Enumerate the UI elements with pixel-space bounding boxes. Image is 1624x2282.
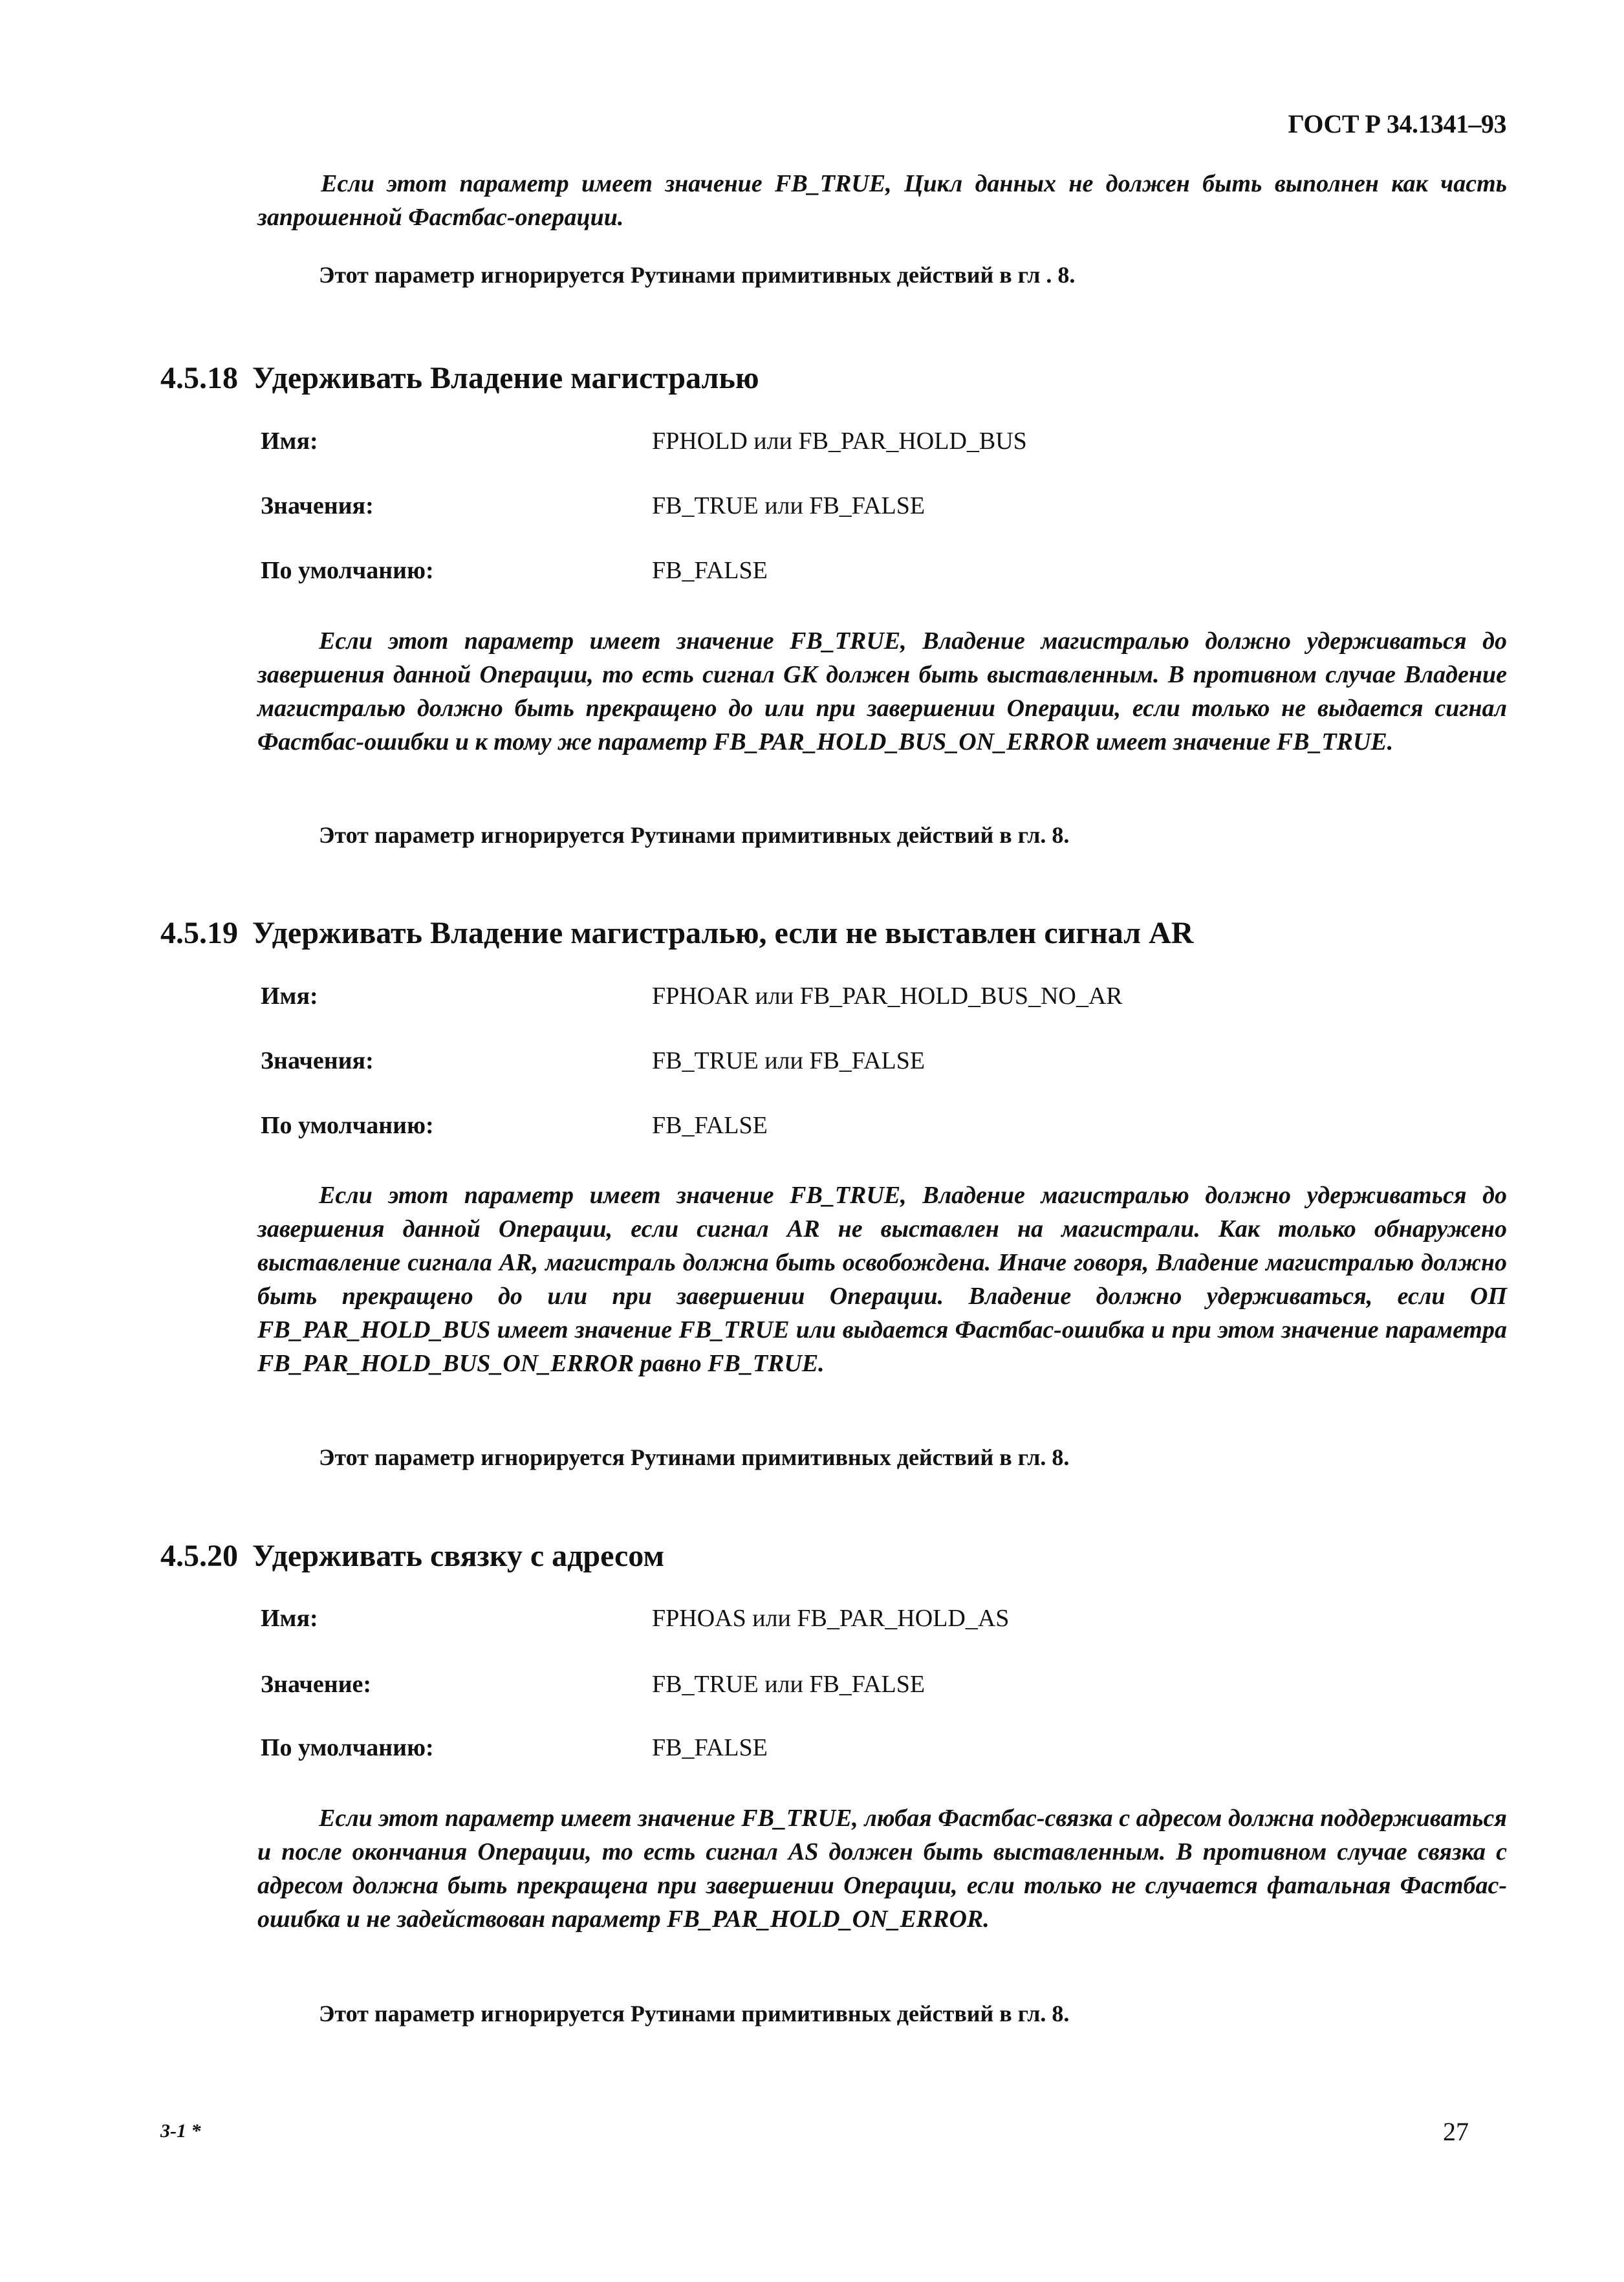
section-title: Удерживать Владение магистралью, если не выставлен сигнал AR	[252, 916, 1194, 950]
param-name-label: Имя:	[261, 983, 318, 1010]
section-heading-4-5-18	[160, 360, 759, 396]
param-default-label: По умолчанию:	[261, 1734, 434, 1761]
param-default-value: FB_FALSE	[652, 557, 768, 584]
intro-note: Этот параметр игнорируется Рутинами примитивных действий в гл . 8.	[319, 262, 1076, 288]
param-default-value: FB_FALSE	[652, 1112, 768, 1139]
page-number: 27	[1443, 2117, 1469, 2146]
param-values-value: FB_TRUE или FB_FALSE	[652, 1671, 926, 1698]
section-description: Если этот параметр имеет значение FB_TRUE, Владение магистралью должно удерживаться до завершения данной Операции, если сигнал AR не выставлен на магистрали. Как только обнаружено выставление сигнала AR, магистраль должна быть освобождена. Иначе говоря, Владение магистралью должно быть прекращено до или при завершении Операции. Владение должно удерживаться, если ОП FB_PAR_HOLD_BUS имеет значение FB_TRUE или выдается Фастбас-ошибка и при этом значение параметра FB_PAR_HOLD_BUS_ON_ERROR равно FB_TRUE.	[257, 1182, 1507, 1377]
document-standard-id: ГОСТ Р 34.1341–93	[1288, 109, 1506, 138]
param-values-label: Значения:	[261, 492, 374, 519]
param-name-label: Имя:	[261, 428, 318, 455]
section-note: Этот параметр игнорируется Рутинами примитивных действий в гл. 8.	[319, 1444, 1070, 1470]
section-title: Удерживать Владение магистралью	[252, 361, 759, 395]
section-title: Удерживать связку с адресом	[252, 1539, 665, 1573]
section-description: Если этот параметр имеет значение FB_TRUE, Владение магистралью должно удерживаться до завершения данной Операции, то есть сигнал GK должен быть выставленным. В противном случае Владение магистралью должно быть прекращено до или при завершении Операции, если только не выдается сигнал Фастбас-ошибки и к тому же параметр FB_PAR_HOLD_BUS_ON_ERROR имеет значение FB_TRUE.	[257, 627, 1507, 755]
section-heading-4-5-20	[160, 1538, 664, 1574]
param-name-value: FPHOLD или FB_PAR_HOLD_BUS	[652, 428, 1027, 455]
section-description: Если этот параметр имеет значение FB_TRUE, любая Фастбас-связка с адресом должна поддерживаться и после окончания Операции, то есть сигнал AS должен быть выставленным. В противном случае связка с адресом должна быть прекращена при завершении Операции, если только не случается фатальная Фастбас-ошибка и не задействован параметр FB_PAR_HOLD_ON_ERROR.	[257, 1805, 1507, 1933]
param-default-label: По умолчанию:	[261, 557, 434, 584]
param-default-value: FB_FALSE	[652, 1734, 768, 1761]
param-name-value: FPHOAS или FB_PAR_HOLD_AS	[652, 1605, 1010, 1632]
param-values-value: FB_TRUE или FB_FALSE	[652, 1047, 926, 1074]
param-default-label: По умолчанию:	[261, 1112, 434, 1139]
section-heading-4-5-19	[160, 915, 1193, 951]
param-values-label: Значения:	[261, 1047, 374, 1074]
section-note: Этот параметр игнорируется Рутинами примитивных действий в гл. 8.	[319, 2001, 1070, 2027]
param-values-value: FB_TRUE или FB_FALSE	[652, 492, 926, 519]
param-name-label: Имя:	[261, 1605, 318, 1632]
section-number: 4.5.20	[160, 1539, 238, 1573]
section-number: 4.5.19	[160, 916, 238, 950]
section-note: Этот параметр игнорируется Рутинами примитивных действий в гл. 8.	[319, 822, 1070, 848]
param-values-label: Значение:	[261, 1671, 372, 1698]
sheet-mark: 3-1 *	[160, 2120, 201, 2142]
section-number: 4.5.18	[160, 361, 238, 395]
param-name-value: FPHOAR или FB_PAR_HOLD_BUS_NO_AR	[652, 983, 1123, 1010]
intro-paragraph: Если этот параметр имеет значение FB_TRUE, Цикл данных не должен быть выполнен как часть запрошенной Фастбас-операции.	[257, 170, 1507, 231]
